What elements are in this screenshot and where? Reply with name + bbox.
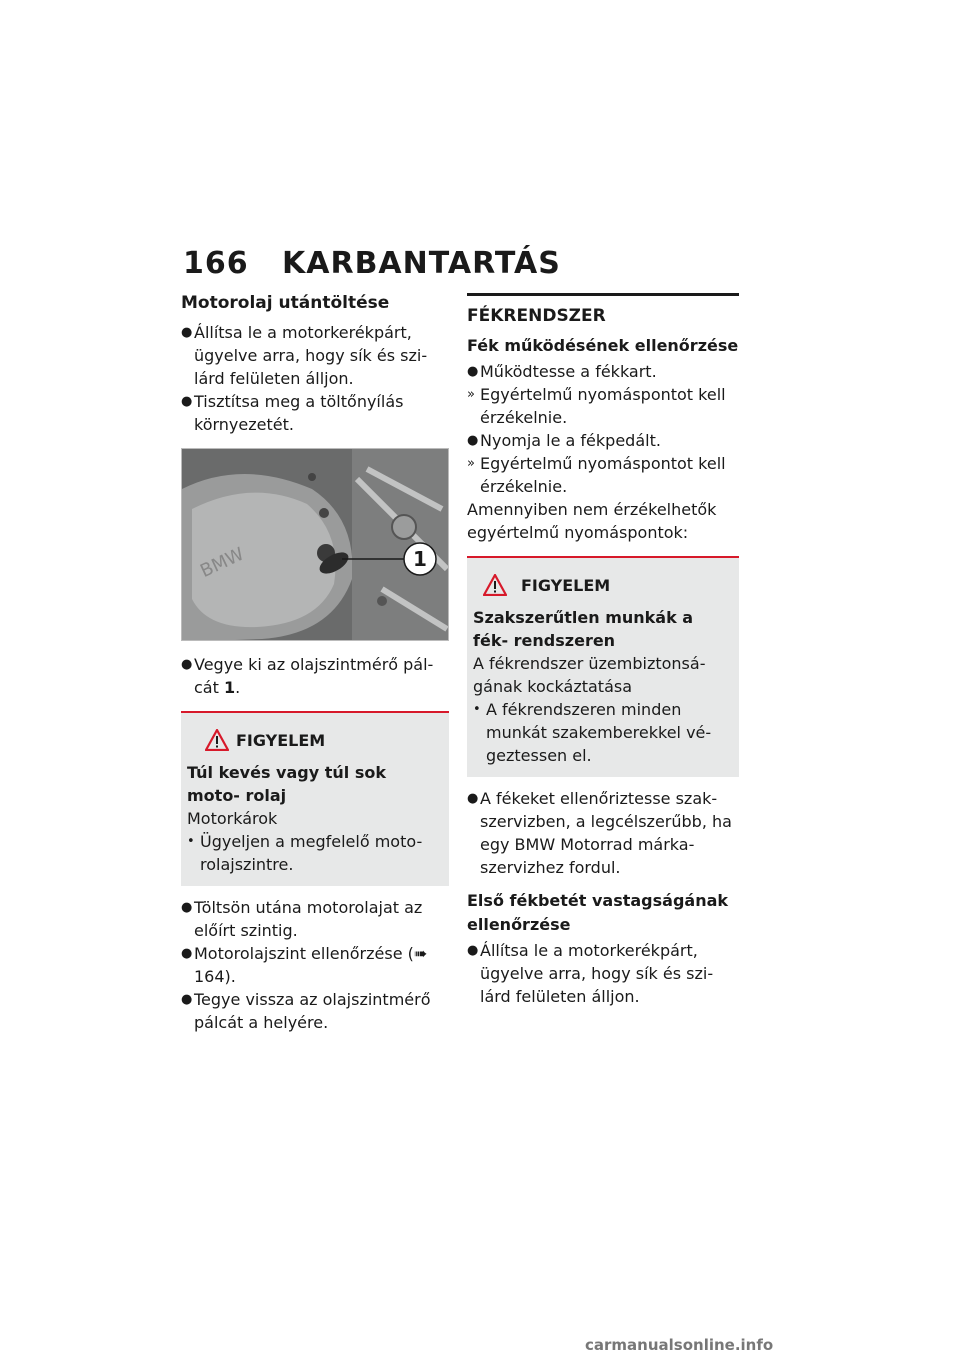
warning-action-text: Ügyeljen a megfelelő moto- rolajszintre. xyxy=(200,832,423,874)
step-text: Tegye vissza az olajszintmérő pálcát a helyére. xyxy=(194,990,431,1032)
bullet-icon: ● xyxy=(467,433,479,448)
warning-triangle-icon xyxy=(483,574,507,596)
step-text: Töltsön utána motorolajat az előírt szintig. xyxy=(194,898,423,940)
warning-title: FIGYELEM xyxy=(521,576,611,595)
bullet-icon: ● xyxy=(181,325,193,340)
list-item xyxy=(181,390,449,436)
list-item xyxy=(181,942,449,988)
list-item xyxy=(181,988,449,1034)
list-item xyxy=(467,787,739,879)
step-text: Állítsa le a motorkerékpárt, ügyelve arra, hogy sík és szi- lárd felületen álljon. xyxy=(480,941,714,1006)
oil-topup-heading: Motorolaj utántöltése xyxy=(181,293,390,313)
bullet-icon: ● xyxy=(467,364,479,379)
bullet-icon: ● xyxy=(181,992,193,1007)
bullet-icon: ● xyxy=(181,394,193,409)
callout-number: 1 xyxy=(413,547,427,571)
warning-triangle-icon xyxy=(205,729,229,751)
list-item xyxy=(181,896,449,942)
callout-ref: 1 xyxy=(223,678,236,697)
list-item xyxy=(467,383,739,429)
result-arrow-icon: » xyxy=(467,456,475,471)
paragraph: Amennyiben nem érzékelhetők egyértelmű nyomáspontok: xyxy=(467,500,717,542)
bullet-icon: ● xyxy=(181,946,193,961)
warning-consequence: A fékrendszer üzembiztonsá- gának kockáztatása xyxy=(473,654,706,696)
bullet-icon: • xyxy=(187,834,195,849)
brake-function-heading: Fék működésének ellenőrzése xyxy=(467,336,739,355)
bullet-icon: • xyxy=(473,702,481,717)
engine-oil-filler-photo xyxy=(181,448,449,641)
engine-logo: BMW xyxy=(197,543,248,582)
step-text: Vegye ki az olajszintmérő pál- cát xyxy=(194,655,434,697)
step-text: A fékeket ellenőriztesse szak- szervizben, a legcélszerűbb, ha egy BMW Motorrad márka- szervizhez fordul. xyxy=(480,789,732,877)
list-item xyxy=(181,653,449,699)
right-column xyxy=(467,291,739,1008)
warning-action xyxy=(473,698,729,767)
left-column xyxy=(181,291,449,1034)
warning-subject: Szakszerűtlen munkák a fék- rendszeren xyxy=(473,608,694,650)
list-item xyxy=(467,452,739,498)
step-text: Működtesse a fékkart. xyxy=(480,362,657,381)
bullet-icon: ● xyxy=(467,943,479,958)
warning-subject: Túl kevés vagy túl sok moto- rolaj xyxy=(187,763,386,805)
step-text: Motorolajszint ellenőrzése (➠ 164). xyxy=(194,944,428,986)
warning-title: FIGYELEM xyxy=(236,731,326,750)
warning-consequence: Motorkárok xyxy=(187,809,278,828)
warning-header xyxy=(187,727,439,761)
list-item xyxy=(467,939,739,1008)
bullet-icon: ● xyxy=(181,900,193,915)
page-header xyxy=(181,244,741,284)
bullet-icon: ● xyxy=(181,657,193,672)
warning-action xyxy=(187,830,439,876)
chapter-title: KARBANTARTÁS xyxy=(282,246,561,281)
step-text: Tisztítsa meg a töltőnyílás környezetét. xyxy=(194,392,404,434)
section-rule xyxy=(467,293,739,296)
step-text: Egyértelmű nyomáspontot kell érzékelnie. xyxy=(480,454,726,496)
brake-system-heading: FÉKRENDSZER xyxy=(467,306,606,326)
step-text: Egyértelmű nyomáspontot kell érzékelnie. xyxy=(480,385,726,427)
watermark: carmanualsonline.info xyxy=(585,1336,774,1354)
warning-box-brake xyxy=(467,556,739,777)
result-arrow-icon: » xyxy=(467,387,475,402)
list-item xyxy=(181,321,449,390)
step-text: Nyomja le a fékpedált. xyxy=(480,431,661,450)
list-item xyxy=(467,360,739,383)
step-text: Állítsa le a motorkerékpárt, ügyelve arra, hogy sík és szi- lárd felületen álljon. xyxy=(194,323,428,388)
step-text-end: . xyxy=(235,678,241,697)
warning-action-text: A fékrendszeren minden munkát szakemberekkel vé- geztessen el. xyxy=(486,700,712,765)
warning-header xyxy=(473,572,729,606)
page-number: 166 xyxy=(183,246,249,281)
brake-pad-heading: Első fékbetét vastagságának ellenőrzése xyxy=(467,891,729,934)
list-item xyxy=(467,429,739,452)
warning-box-oil xyxy=(181,711,449,886)
engine-illustration xyxy=(182,449,449,641)
bullet-icon: ● xyxy=(467,791,479,806)
